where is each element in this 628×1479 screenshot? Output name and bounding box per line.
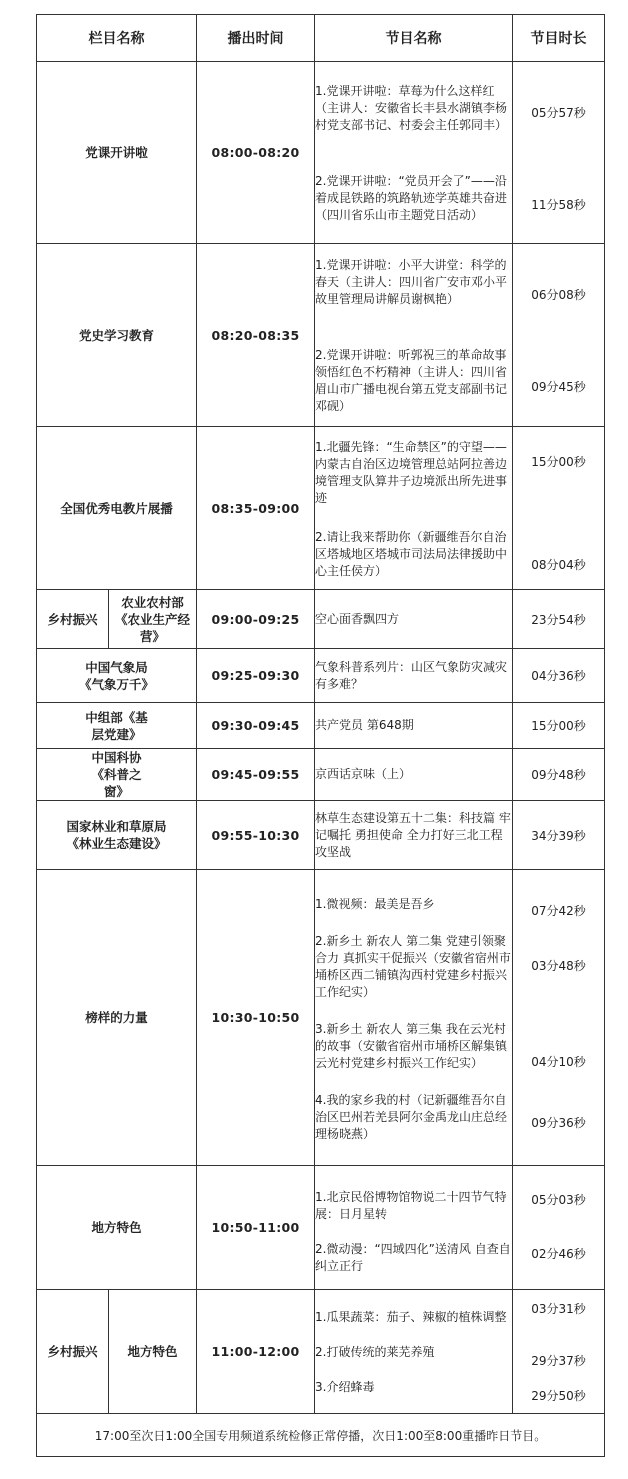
program-cell — [315, 62, 513, 244]
duration-item: 09分36秒 — [531, 1116, 586, 1130]
air-time: 08:20-08:35 — [197, 244, 315, 427]
duration-item: 34分39秒 — [513, 801, 605, 870]
program-item: 3.介绍蜂毒 — [315, 1380, 375, 1394]
program-item: 1.党课开讲啦：小平大讲堂：科学的春天（主讲人：四川省广安市邓小平故里管理局讲解员谢枫艳） — [315, 258, 508, 306]
duration-cell — [513, 62, 605, 244]
duration-item: 23分54秒 — [513, 590, 605, 649]
air-time: 09:00-09:25 — [197, 590, 315, 649]
duration-item: 04分10秒 — [531, 1055, 586, 1069]
column-name: 乡村振兴 — [37, 1290, 109, 1414]
table-row — [37, 62, 605, 244]
program-item: 2.党课开讲啦：听郭祝三的革命故事 领悟红色不朽精神（主讲人：四川省眉山市广播电视台第五党支部副书记邓砚） — [315, 348, 508, 413]
air-time: 10:50-11:00 — [197, 1166, 315, 1290]
column-name: 地方特色 — [37, 1166, 197, 1290]
program-item: 1.北京民俗博物馆物说二十四节气特展：日月星转 — [315, 1189, 507, 1221]
duration-item: 15分00秒 — [513, 703, 605, 749]
duration-cell — [513, 1166, 605, 1290]
program-item: 2.打破传统的莱芜养殖 — [315, 1345, 435, 1359]
program-item: 3.新乡土 新农人 第三集 我在云光村的故事（安徽省宿州市埇桥区解集镇云光村党建乡村振兴工作纪实） — [315, 1022, 508, 1070]
sub-column-name: 农业农村部《农业生产经营》 — [109, 590, 197, 649]
table-row — [37, 427, 605, 590]
program-item: 2.新乡土 新农人 第二集 党建引领聚合力 真抓实干促振兴（安徽省宿州市埇桥区西二铺镇沟西村党建乡村振兴工作纪实） — [315, 934, 511, 999]
program-item: 1.微视频：最美是吾乡 — [315, 897, 435, 911]
program-item: 气象科普系列片：山区气象防灾减灾有多难？ — [315, 649, 513, 703]
program-item: 1.瓜果蔬菜：茄子、辣椒的植株调整 — [315, 1310, 507, 1324]
duration-cell — [513, 870, 605, 1166]
column-name: 中国科协《科普之窗》 — [37, 749, 197, 801]
header-program-title: 节目名称 — [315, 15, 513, 62]
table-row — [37, 1290, 605, 1414]
program-item: 2.请让我来帮助你（新疆维吾尔自治区塔城地区塔城市司法局法律援助中心主任侯方） — [315, 529, 508, 578]
air-time: 09:45-09:55 — [197, 749, 315, 801]
air-time: 09:25-09:30 — [197, 649, 315, 703]
duration-item: 29分37秒 — [531, 1353, 586, 1368]
program-item: 林草生态建设第五十二集：科技篇 牢记嘱托 勇担使命 全力打好三北工程攻坚战 — [315, 801, 513, 870]
table-row — [37, 590, 605, 649]
table-row — [37, 749, 605, 801]
header-column-name: 栏目名称 — [37, 15, 197, 62]
program-cell — [315, 244, 513, 427]
air-time: 11:00-12:00 — [197, 1290, 315, 1414]
program-item: 空心面香飘四方 — [315, 590, 513, 649]
column-name: 中国气象局《气象万千》 — [37, 649, 197, 703]
duration-item: 09分45秒 — [531, 380, 586, 394]
program-cell — [315, 870, 513, 1166]
column-name: 中组部《基层党建》 — [37, 703, 197, 749]
duration-cell — [513, 1290, 605, 1414]
air-time: 09:30-09:45 — [197, 703, 315, 749]
header-air-time: 播出时间 — [197, 15, 315, 62]
duration-cell — [513, 427, 605, 590]
program-item: 2.党课开讲啦：“党员开会了”——沿着成昆铁路的筑路轨迹学英雄共奋进（四川省乐山市主题党日活动） — [315, 174, 508, 222]
duration-item: 11分58秒 — [531, 197, 586, 212]
column-name: 乡村振兴 — [37, 590, 109, 649]
table-row — [37, 703, 605, 749]
program-item: 1.党课开讲啦：草莓为什么这样红（主讲人：安徽省长丰县水湖镇李杨村党支部书记、村委会主任郭同丰） — [315, 84, 508, 132]
air-time: 08:35-09:00 — [197, 427, 315, 590]
duration-item: 15分00秒 — [531, 454, 586, 469]
duration-item: 02分46秒 — [531, 1247, 586, 1261]
table-row — [37, 244, 605, 427]
header-row — [37, 15, 605, 62]
duration-item: 07分42秒 — [531, 904, 586, 918]
duration-cell — [513, 244, 605, 427]
duration-item: 06分08秒 — [531, 288, 586, 302]
duration-item: 29分50秒 — [531, 1388, 586, 1403]
duration-item: 03分48秒 — [531, 959, 586, 973]
footer-note: 17:00至次日1:00全国专用频道系统检修正常停播，次日1:00至8:00重播昨日节目。 — [37, 1414, 605, 1457]
program-item: 共产党员 第648期 — [315, 703, 513, 749]
program-item: 4.我的家乡我的村（记新疆维吾尔自治区巴州若羌县阿尔金禹龙山庄总经理杨晓燕） — [315, 1093, 508, 1141]
column-name: 国家林业和草原局《林业生态建设》 — [37, 801, 197, 870]
duration-item: 05分03秒 — [531, 1193, 586, 1207]
duration-item: 04分36秒 — [513, 649, 605, 703]
column-name: 党史学习教育 — [37, 244, 197, 427]
column-name: 全国优秀电教片展播 — [37, 427, 197, 590]
table-row — [37, 870, 605, 1166]
duration-item: 09分48秒 — [513, 749, 605, 801]
column-name: 榜样的力量 — [37, 870, 197, 1166]
air-time: 09:55-10:30 — [197, 801, 315, 870]
program-item: 京西话京味（上） — [315, 749, 513, 801]
duration-item: 03分31秒 — [531, 1301, 586, 1316]
table-row — [37, 1166, 605, 1290]
program-cell — [315, 1290, 513, 1414]
sub-column-name: 地方特色 — [109, 1290, 197, 1414]
air-time: 10:30-10:50 — [197, 870, 315, 1166]
program-cell — [315, 1166, 513, 1290]
duration-item: 05分57秒 — [531, 105, 586, 120]
program-item: 1.北疆先锋：“生命禁区”的守望——内蒙古自治区边境管理总站阿拉善边境管理支队算井子边境派出所先进事迹 — [315, 439, 508, 505]
table-row — [37, 801, 605, 870]
column-name: 党课开讲啦 — [37, 62, 197, 244]
footer-row — [37, 1414, 605, 1457]
program-item: 2.微动漫：“四域四化”送清风 自查自纠立正行 — [315, 1241, 511, 1273]
air-time: 08:00-08:20 — [197, 62, 315, 244]
table-row — [37, 649, 605, 703]
duration-item: 08分04秒 — [531, 557, 586, 572]
header-duration: 节目时长 — [513, 15, 605, 62]
schedule-table — [36, 14, 605, 1457]
program-cell — [315, 427, 513, 590]
